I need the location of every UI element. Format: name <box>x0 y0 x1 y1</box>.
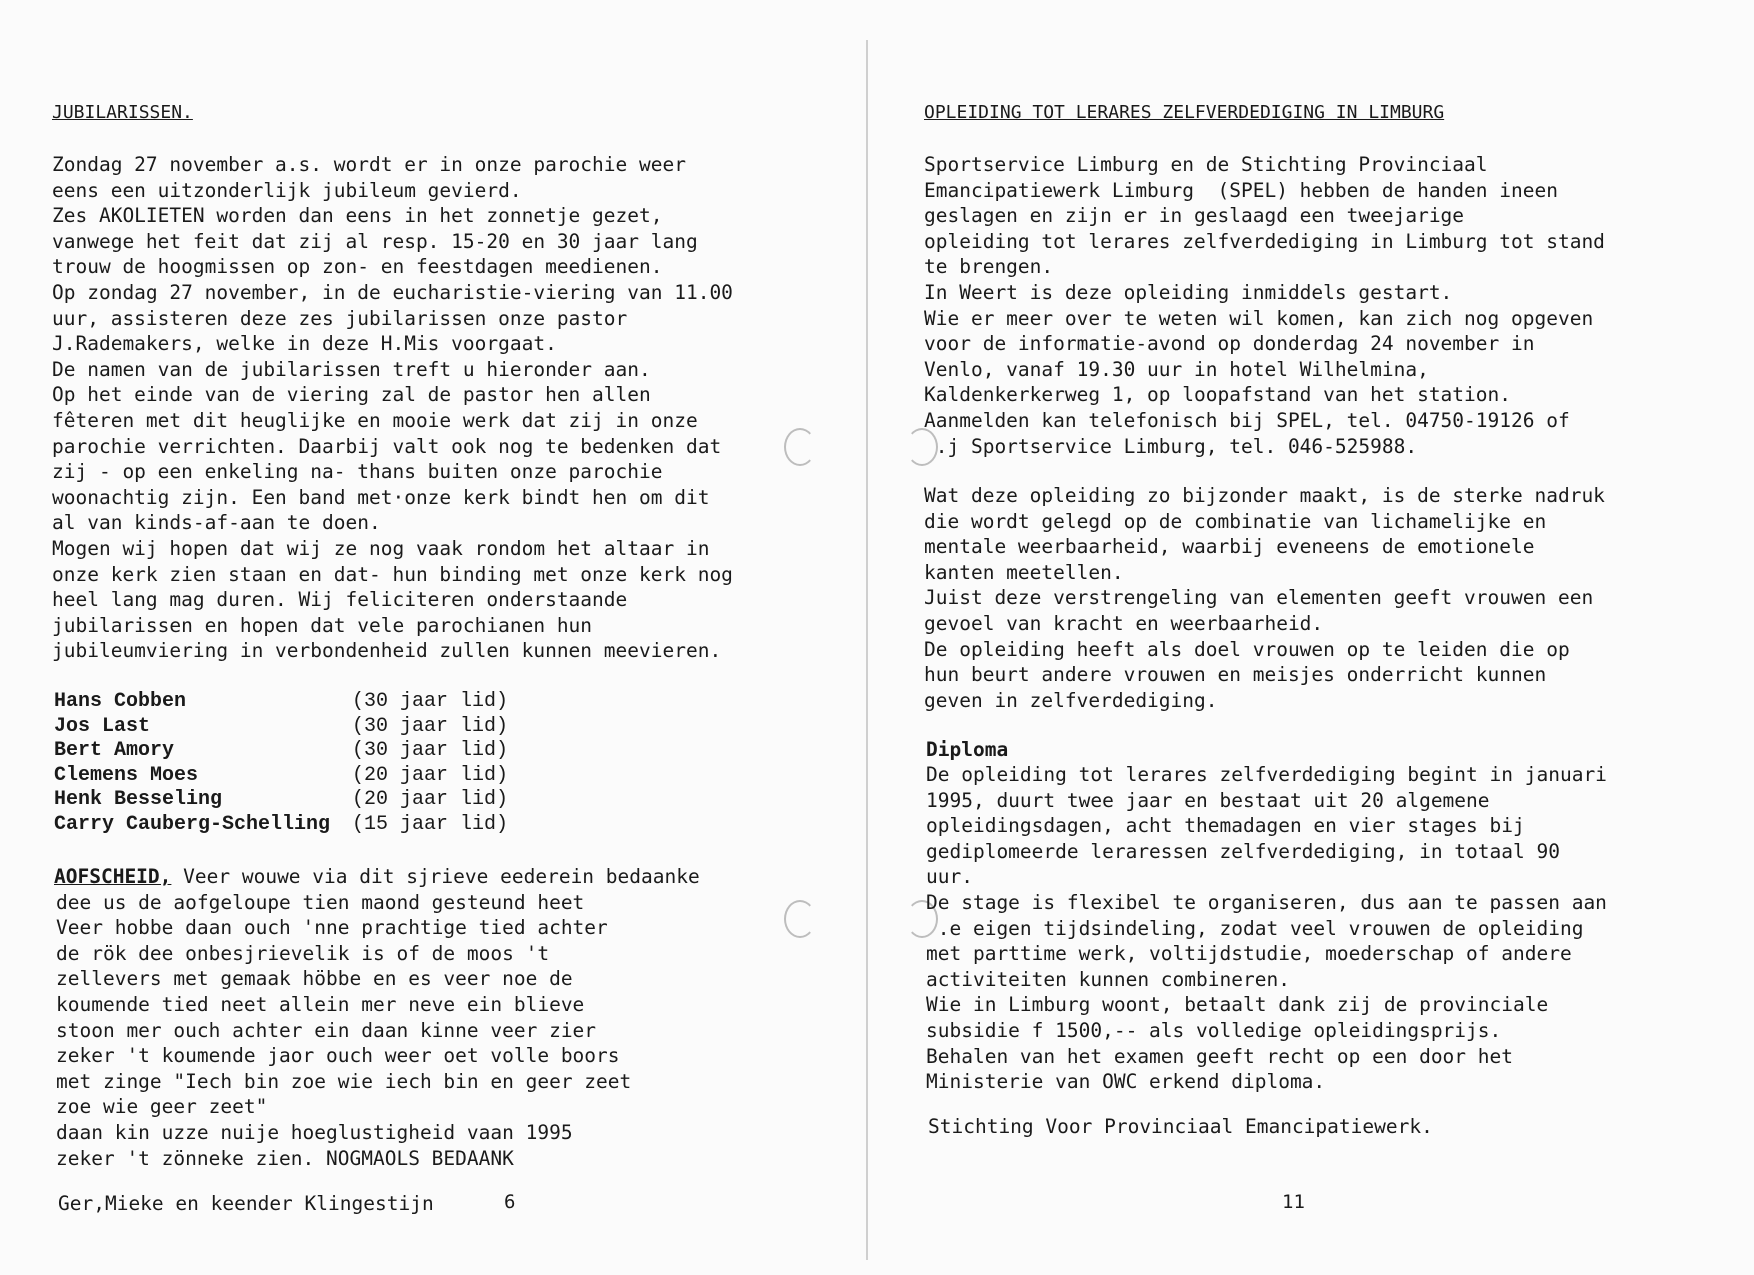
text-line: koumende tied neet allein mer neve ein blieve <box>56 992 585 1016</box>
text-line: zoe wie geer zeet" <box>56 1095 268 1119</box>
text-line: te brengen. <box>924 255 1054 279</box>
text-line: Emancipatiewerk Limburg (SPEL) hebben de handen ineen <box>924 178 1558 202</box>
center-fold <box>866 40 868 1260</box>
text-line: activiteiten kunnen combineren. <box>926 967 1290 991</box>
farewell-title: AOFSCHEID, <box>54 865 172 888</box>
text-line: eens een uitzonderlijk jubileum gevierd. <box>52 178 522 202</box>
farewell-text <box>56 890 631 1172</box>
text-line: de rök dee onbesjrievelik is of de moos 't <box>56 941 550 965</box>
opleiding-paragraph-1 <box>924 152 1605 459</box>
signature: Ger,Mieke en keender Klingestijn <box>58 1192 434 1215</box>
jubilarian-row <box>54 764 508 789</box>
text-line: Op het einde van de viering zal de pastor hen allen <box>52 383 651 407</box>
text-line: Op zondag 27 november, in de eucharistie-viering van 11.00 <box>52 280 733 304</box>
jubilarissen-paragraph <box>52 152 733 664</box>
text-line: hun beurt andere vrouwen en meisjes onderricht kunnen <box>924 663 1547 687</box>
text-line: Mogen wij hopen dat wij ze nog vaak rondom het altaar in <box>52 536 710 560</box>
text-line: trouw de hoogmissen op zon- en feestdagen meedienen. <box>52 255 663 279</box>
text-line: geven in zelfverdediging. <box>924 688 1218 712</box>
opleiding-paragraph-2 <box>924 483 1605 713</box>
text-line: parochie verrichten. Daarbij valt ook nog te bedenken dat <box>52 434 722 458</box>
text-line: kanten meetellen. <box>924 560 1124 584</box>
text-line: Venlo, vanaf 19.30 uur in hotel Wilhelmina, <box>924 357 1429 381</box>
jubilarian-name: Clemens Moes <box>54 763 199 787</box>
text-line: heel lang mag duren. Wij feliciteren onderstaande <box>52 588 628 612</box>
jubilarian-row <box>54 690 508 715</box>
text-line: al van kinds-af-aan te doen. <box>52 511 381 535</box>
text-line: De stage is flexibel te organiseren, dus aan te passen aan <box>926 890 1607 914</box>
text-line: Kaldenkerkerweg 1, op loopafstand van het station. <box>924 383 1511 407</box>
text-line: met parttime werk, voltijdstudie, moederschap of andere <box>926 942 1572 966</box>
text-line: fêteren met dit heuglijke en mooie werk dat zij in onze <box>52 408 698 432</box>
text-line: De namen van de jubilarissen treft u hieronder aan. <box>52 357 651 381</box>
text-line: De opleiding tot lerares zelfverdediging begint in januari <box>926 763 1607 786</box>
text-line: dee us de aofgeloupe tien maond gesteund heet <box>56 890 585 914</box>
text-line: zeker 't zönneke zien. NOGMAOLS BEDAANK <box>56 1146 514 1170</box>
text-line: zij - op een enkeling na- thans buiten onze parochie <box>52 460 663 484</box>
text-line: opleidingsdagen, acht themadagen en vier stages bij <box>926 814 1525 838</box>
closing-line: Stichting Voor Provinciaal Emancipatiewerk. <box>928 1115 1433 1138</box>
text-line: met zinge "Iech bin zoe wie iech bin en geer zeet <box>56 1069 632 1093</box>
text-line: Juist deze verstrengeling van elementen geeft vrouwen een <box>924 586 1594 610</box>
jubilarian-years: (30 jaar lid) <box>352 714 509 738</box>
text-line: uur. <box>926 865 973 889</box>
jubilarian-years: (20 jaar lid) <box>352 788 509 812</box>
text-line: jubilarissen en hopen dat vele parochianen hun <box>52 613 593 637</box>
text-line: .e eigen tijdsindeling, zodat veel vrouwen de opleiding <box>926 916 1584 940</box>
jubilarian-name: Jos Last <box>54 714 151 738</box>
jubilarian-row <box>54 739 508 764</box>
jubilarian-name: Bert Amory <box>54 739 175 763</box>
text-line: subsidie f 1500,-- als volledige opleidingsprijs. <box>926 1018 1502 1042</box>
text-line: die wordt gelegd op de combinatie van lichamelijke en <box>924 509 1547 533</box>
text-line: In Weert is deze opleiding inmiddels gestart. <box>924 280 1453 304</box>
jubilarian-name: Henk Besseling <box>54 788 223 812</box>
text-line: Wat deze opleiding zo bijzonder maakt, is de sterke nadruk <box>924 484 1605 507</box>
text-line: opleiding tot lerares zelfverdediging in Limburg tot stand <box>924 229 1605 253</box>
text-line: zellevers met gemaak höbbe en es veer noe de <box>56 967 573 991</box>
text-line: .j Sportservice Limburg, tel. 046-525988. <box>924 434 1418 458</box>
text-line: Aanmelden kan telefonisch bij SPEL, tel. 04750-19126 of <box>924 408 1570 432</box>
diploma-title: Diploma <box>926 738 1009 761</box>
jubilarissen-heading: JUBILARISSEN. <box>52 102 193 123</box>
text-line: onze kerk zien staan en dat- hun binding met onze kerk nog <box>52 562 733 586</box>
text-line: mentale weerbaarheid, waarbij eveneens de emotionele <box>924 535 1535 559</box>
text-line: daan kin uzze nuije hoeglustigheid vaan 1995 <box>56 1120 573 1144</box>
text-line: uur, assisteren deze zes jubilarissen onze pastor <box>52 306 628 330</box>
jubilarian-name: Hans Cobben <box>54 690 187 713</box>
text-line: Zondag 27 november a.s. wordt er in onze parochie weer <box>52 153 686 176</box>
text-line: geslagen en zijn er in geslaagd een tweejarige <box>924 204 1465 228</box>
text-line: De opleiding heeft als doel vrouwen op te leiden die op <box>924 637 1570 661</box>
text-line: jubileumviering in verbondenheid zullen kunnen meevieren. <box>52 639 722 663</box>
text-line: gevoel van kracht en weerbaarheid. <box>924 611 1324 635</box>
text-line: voor de informatie-avond op donderdag 24 november in <box>924 332 1535 356</box>
text-line: vanwege het feit dat zij al resp. 15-20 en 30 jaar lang <box>52 229 698 253</box>
jubilarian-row <box>54 715 508 740</box>
text-line: zeker 't koumende jaor ouch weer oet volle boors <box>56 1044 620 1068</box>
text-line: Zes AKOLIETEN worden dan eens in het zonnetje gezet, <box>52 204 663 228</box>
jubilarian-years: (30 jaar lid) <box>352 739 509 763</box>
page-number-left: 6 <box>504 1191 516 1213</box>
punch-hole <box>784 900 816 938</box>
jubilarian-years: (20 jaar lid) <box>352 763 509 787</box>
page-number-right: 11 <box>1282 1191 1305 1213</box>
opleiding-heading: OPLEIDING TOT LERARES ZELFVERDEDIGING IN LIMBURG <box>924 102 1445 123</box>
text-line: Wie in Limburg woont, betaalt dank zij de provinciale <box>926 993 1549 1017</box>
text-line: stoon mer ouch achter ein daan kinne veer zier <box>56 1018 597 1042</box>
jubilarian-list <box>54 690 508 838</box>
text-line: Sportservice Limburg en de Stichting Provinciaal <box>924 153 1488 176</box>
jubilarian-years: (15 jaar lid) <box>352 812 509 836</box>
text-line: woonachtig zijn. Een band met·onze kerk bindt hen om dit <box>52 485 710 509</box>
diploma-paragraph <box>926 762 1607 1095</box>
text-line: Wie er meer over te weten wil komen, kan zich nog opgeven <box>924 306 1594 330</box>
punch-hole <box>784 428 816 466</box>
text-line: Ministerie van OWC erkend diploma. <box>926 1070 1326 1094</box>
jubilarian-name: Carry Cauberg-Schelling <box>54 812 331 836</box>
text-line: Veer hobbe daan ouch 'nne prachtige tied achter <box>56 916 608 940</box>
text-line: J.Rademakers, welke in deze H.Mis voorgaat. <box>52 332 557 356</box>
jubilarian-row <box>54 788 508 813</box>
text-line: 1995, duurt twee jaar en bestaat uit 20 algemene <box>926 788 1490 812</box>
text-line: Behalen van het examen geeft recht op een door het <box>926 1044 1513 1068</box>
jubilarian-row <box>54 813 508 838</box>
farewell-first-line <box>54 864 700 890</box>
text-line: gediplomeerde leraressen zelfverdediging, in totaal 90 <box>926 839 1560 863</box>
jubilarian-years: (30 jaar lid) <box>352 690 509 713</box>
farewell-first-text: Veer wouwe via dit sjrieve eederein bedaanke <box>171 865 700 888</box>
